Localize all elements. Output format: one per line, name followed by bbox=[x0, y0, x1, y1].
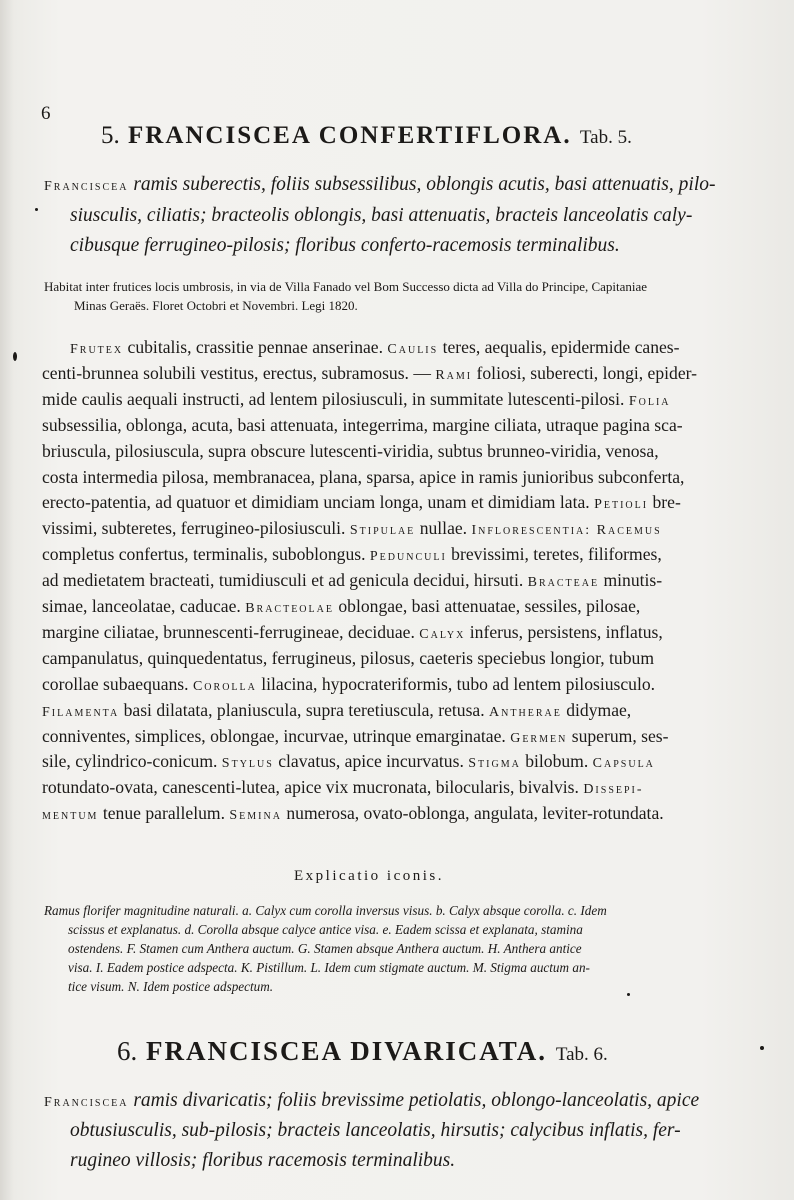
organ-term: Bracteolae bbox=[245, 601, 334, 616]
genus-name: Franciscea bbox=[44, 1095, 129, 1110]
species-5-name: FRANCISCEA CONFERTIFLORA. bbox=[128, 122, 572, 149]
organ-term: Stigma bbox=[468, 756, 521, 772]
description-line bbox=[42, 518, 662, 539]
organ-term: Filamenta bbox=[42, 704, 120, 720]
description-line bbox=[42, 544, 662, 565]
organ-term: Petioli bbox=[594, 497, 649, 513]
description-line bbox=[42, 751, 655, 772]
description-line bbox=[70, 337, 680, 358]
diagnosis-text: ramis suberectis, foliis subsessilibus, oblongis acutis, basi attenuatis, pilo- bbox=[128, 174, 716, 195]
description-line bbox=[42, 441, 659, 462]
explanation-line: tice visum. N. Idem postice adspectum. bbox=[68, 979, 274, 994]
species-6-name: FRANCISCEA DIVARICATA. bbox=[146, 1036, 548, 1066]
description-line bbox=[42, 492, 681, 513]
description-text: mide caulis aequali instructi, ad lentem pilosiusculi, in summitate lutescenti-pilosi. bbox=[42, 388, 629, 409]
description-text: margine ciliatae, brunnescenti-ferrugineae, deciduae. bbox=[42, 621, 420, 642]
description-text: teres, aequalis, epidermide canes- bbox=[438, 337, 680, 357]
diagnosis-text: rugineo villosis; floribus racemosis terminalibus. bbox=[70, 1150, 456, 1171]
description-text: lilacina, hypocrateriformis, tubo ad lentem pilosiusculo. bbox=[256, 673, 656, 694]
species-6-number: 6. bbox=[117, 1036, 138, 1066]
description-line bbox=[42, 648, 654, 669]
organ-term: Inflorescentia: Racemus bbox=[471, 523, 662, 539]
species-5-number: 5. bbox=[101, 122, 120, 149]
description-text: costa intermedia pilosa, membranacea, plana, sparsa, apice in ramis junioribus subconferta, bbox=[42, 466, 685, 487]
description-line bbox=[42, 622, 663, 643]
description-text: clavatus, apice incurvatus. bbox=[273, 751, 469, 772]
explanation-title: Explicatio iconis. bbox=[294, 868, 444, 884]
description-text: sile, cylindrico-conicum. bbox=[42, 751, 222, 772]
organ-term: Semina bbox=[229, 808, 282, 824]
description-line bbox=[42, 803, 664, 824]
organ-term: Rami bbox=[435, 367, 473, 383]
species-5-tab-reference: Tab. 5. bbox=[579, 127, 632, 148]
description-line bbox=[42, 415, 683, 436]
diagnosis-text: cibusque ferrugineo-pilosis; floribus conferto-racemosis terminalibus. bbox=[70, 235, 620, 256]
description-line bbox=[42, 596, 640, 617]
explanation-line: Ramus florifer magnitudine naturali. a. Calyx cum corolla inversus visus. b. Calyx absque corolla. c. Idem bbox=[44, 903, 607, 918]
description-text: numerosa, ovato-oblonga, angulata, leviter-rotundata. bbox=[281, 803, 664, 824]
description-text: superum, ses- bbox=[567, 725, 669, 746]
description-line bbox=[42, 674, 655, 695]
description-text: brevissimi, teretes, filiformes, bbox=[446, 544, 662, 565]
organ-term: Stylus bbox=[221, 756, 274, 772]
description-line bbox=[42, 570, 662, 591]
description-text: simae, lanceolatae, caducae. bbox=[42, 596, 246, 616]
description-text: foliosi, suberecti, longi, epider- bbox=[472, 362, 698, 383]
description-line bbox=[42, 363, 697, 384]
species-6-tab-reference: Tab. 6. bbox=[555, 1044, 608, 1065]
description-text: completus confertus, terminalis, suboblongus. bbox=[42, 544, 370, 565]
organ-term: Germen bbox=[510, 730, 568, 746]
description-text: centi-brunnea solubili vestitus, erectus, subramosus. — bbox=[42, 362, 436, 383]
description-text: rotundato-ovata, canescenti-lutea, apice vix mucronata, bilocularis, bivalvis. bbox=[42, 777, 584, 798]
diagnosis-text: siusculis, ciliatis; bracteolis oblongis, basi attenuatis, bracteis lanceolatis caly- bbox=[70, 205, 693, 226]
species-6-diagnosis-line bbox=[44, 1090, 699, 1112]
ink-speck bbox=[627, 993, 630, 996]
page-number: 6 bbox=[41, 103, 51, 124]
description-text: basi dilatata, planiuscula, supra teretiuscula, retusa. bbox=[119, 699, 490, 720]
organ-term: Folia bbox=[628, 393, 671, 409]
description-text: subsessilia, oblonga, acuta, basi attenuata, integerrima, margine ciliata, utraque pagina sca- bbox=[42, 414, 683, 435]
organ-term: Capsula bbox=[592, 756, 655, 772]
organ-term: Calyx bbox=[419, 626, 466, 642]
diagnosis-text: obtusiusculis, sub-pilosis; bracteis lanceolatis, hirsutis; calycibus inflatis, fer- bbox=[70, 1120, 681, 1141]
organ-term: Caulis bbox=[387, 342, 439, 357]
ink-speck bbox=[13, 352, 17, 361]
species-5-diagnosis-line bbox=[70, 205, 692, 227]
organ-term: Frutex bbox=[70, 342, 124, 357]
description-line bbox=[42, 777, 644, 798]
description-text: inferus, persistens, inflatus, bbox=[465, 621, 663, 642]
organ-term: mentum bbox=[42, 808, 99, 824]
organ-term: Corolla bbox=[192, 678, 257, 694]
description-text: vissimi, subteretes, ferrugineo-pilosiusculi. bbox=[42, 518, 350, 539]
explanation-line: visa. I. Eadem postice adspecta. K. Pistillum. L. Idem cum stigmate auctum. M. Stigma auctum an- bbox=[68, 960, 590, 975]
species-5-habitat-line: Habitat inter frutices locis umbrosis, in via de Villa Fanado vel Bom Successo dicta ad Villa do Principe, Capitaniae bbox=[44, 279, 648, 294]
description-text: didymae, bbox=[561, 699, 632, 720]
description-text: ad medietatem bracteati, tumidiusculi et ad genicula decidui, hirsuti. bbox=[42, 570, 528, 591]
description-text: erecto-patentia, ad quatuor et dimidiam unciam longa, unam et dimidiam lata. bbox=[42, 492, 595, 513]
description-text: oblongae, basi attenuatae, sessiles, pilosae, bbox=[333, 596, 641, 616]
explanation-line: scissus et explanatus. d. Corolla absque calyce antice visa. e. Eadem scissa et explanata, stamina bbox=[68, 922, 583, 937]
organ-term: Dissepi- bbox=[583, 782, 644, 798]
ink-speck bbox=[35, 208, 38, 211]
species-5-diagnosis-line bbox=[44, 174, 715, 196]
description-line bbox=[42, 467, 684, 488]
genus-name: Franciscea bbox=[44, 179, 129, 194]
description-line bbox=[42, 726, 668, 747]
organ-term: Antherae bbox=[489, 704, 562, 720]
ink-speck bbox=[760, 1046, 764, 1050]
description-text: conniventes, simplices, oblongae, incurvae, utrinque emarginatae. bbox=[42, 725, 511, 746]
organ-term: Stipulae bbox=[349, 523, 416, 539]
explanation-line: ostendens. F. Stamen cum Anthera auctum. G. Stamen absque Anthera auctum. H. Anthera antice bbox=[68, 941, 582, 956]
species-6-heading bbox=[117, 1036, 608, 1067]
species-5-heading bbox=[101, 122, 632, 150]
species-6-diagnosis-line bbox=[70, 1120, 681, 1142]
organ-term: Bracteae bbox=[527, 575, 600, 591]
organ-term: Pedunculi bbox=[369, 549, 447, 565]
description-text: minutis- bbox=[599, 570, 663, 591]
description-line bbox=[42, 389, 671, 410]
description-text: tenue parallelum. bbox=[98, 803, 230, 824]
species-5-habitat-line: Minas Geraës. Floret Octobri et Novembri. Legi 1820. bbox=[74, 298, 358, 313]
description-text: corollae subaequans. bbox=[42, 673, 193, 694]
species-6-diagnosis-line bbox=[70, 1150, 455, 1172]
description-line bbox=[42, 700, 631, 721]
description-text: cubitalis, crassitie pennae anserinae. bbox=[123, 337, 388, 357]
description-text: nullae. bbox=[415, 518, 472, 539]
description-text: briuscula, pilosiuscula, supra obscure lutescenti-viridia, subtus brunneo-viridia, venosa, bbox=[42, 440, 659, 461]
species-5-diagnosis-line bbox=[70, 235, 620, 257]
description-text: bre- bbox=[648, 492, 681, 513]
description-text: bilobum. bbox=[520, 751, 593, 772]
diagnosis-text: ramis divaricatis; foliis brevissime petiolatis, oblongo-lanceolatis, apice bbox=[128, 1090, 700, 1111]
description-text: campanulatus, quinquedentatus, ferrugineus, pilosus, caeteris speciebus longior, tubum bbox=[42, 647, 655, 668]
